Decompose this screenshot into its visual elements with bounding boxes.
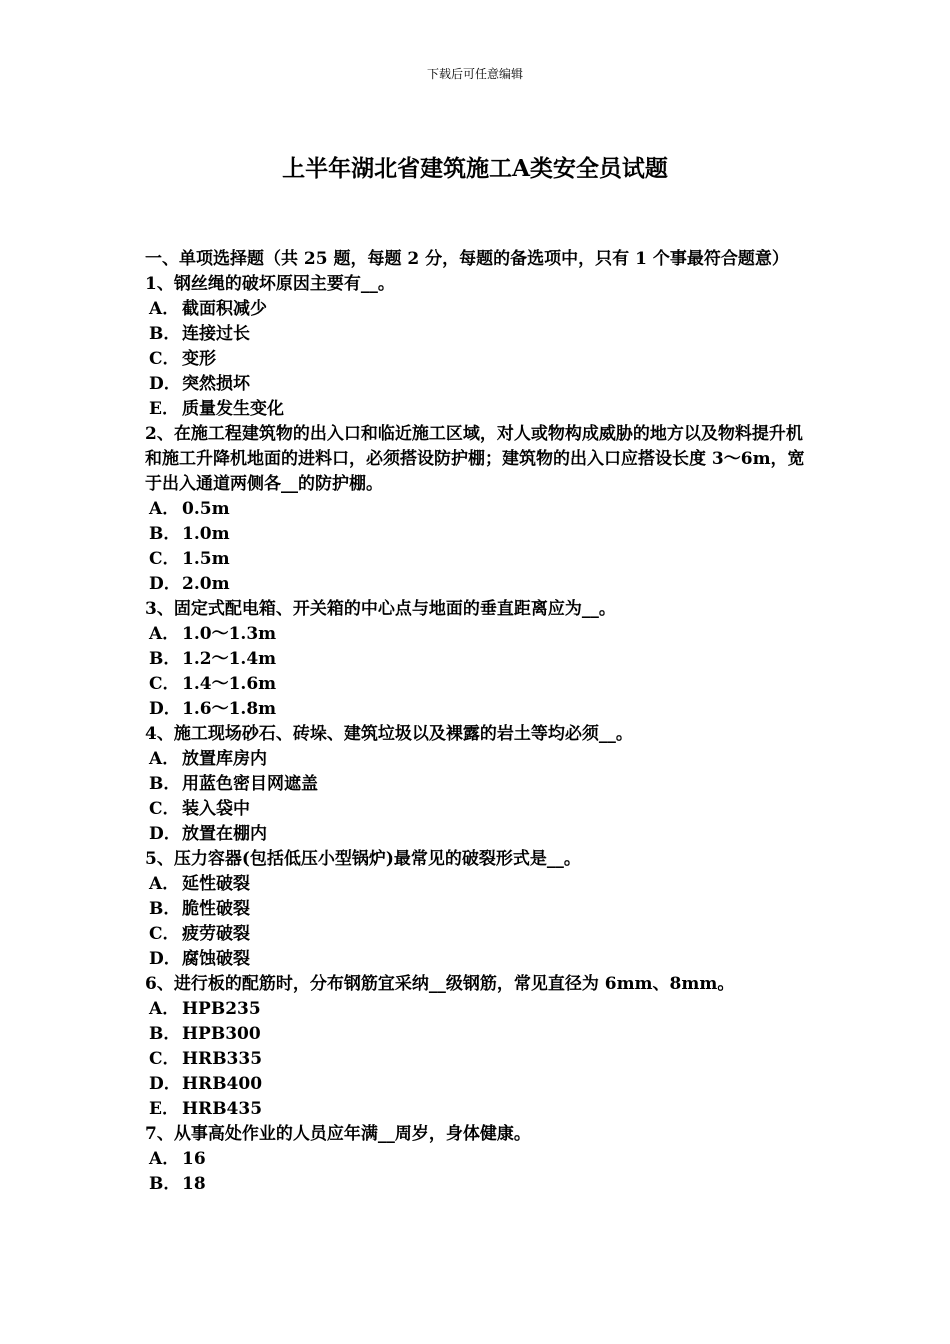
option-letter: B． xyxy=(149,524,181,544)
option-text: 突然损坏 xyxy=(182,374,250,394)
option-text: HRB435 xyxy=(182,1099,263,1119)
option-letter: C． xyxy=(149,799,180,819)
option xyxy=(145,397,810,422)
question-block xyxy=(145,422,810,597)
question-7-text: 7、从事高处作业的人员应年满__周岁，身体健康。 xyxy=(145,1124,531,1144)
option-letter: B． xyxy=(149,1174,181,1194)
option xyxy=(145,1172,810,1197)
option-text: 1.6～1.8m xyxy=(182,699,277,719)
document-title: 上半年湖北省建筑施工A类安全员试题 xyxy=(282,155,668,182)
option-letter: D． xyxy=(149,1074,181,1094)
option-letter: D． xyxy=(149,824,181,844)
option xyxy=(145,622,810,647)
option-text: 1.5m xyxy=(182,549,230,569)
option-letter: A． xyxy=(149,499,180,519)
option-text: 放置在棚内 xyxy=(182,824,267,844)
option xyxy=(145,897,810,922)
option-letter: B． xyxy=(149,899,181,919)
option xyxy=(145,647,810,672)
option-text: 16 xyxy=(182,1149,206,1169)
question-block xyxy=(145,972,810,1122)
option xyxy=(145,697,810,722)
option-letter: D． xyxy=(149,574,181,594)
option xyxy=(145,1022,810,1047)
option-text: 变形 xyxy=(182,349,216,369)
question-block xyxy=(145,597,810,722)
option-text: 质量发生变化 xyxy=(182,399,284,419)
page-header-note: 下载后可任意编辑 xyxy=(426,67,523,81)
option-letter: A． xyxy=(149,299,180,319)
option-letter: C． xyxy=(149,549,180,569)
option-letter: B． xyxy=(149,1024,181,1044)
option xyxy=(145,747,810,772)
document-body xyxy=(145,247,810,1197)
option-text: 18 xyxy=(182,1174,206,1194)
question-3-text: 3、固定式配电箱、开关箱的中心点与地面的垂直距离应为__。 xyxy=(145,599,616,619)
option xyxy=(145,947,810,972)
option-text: 放置库房内 xyxy=(182,749,267,769)
option-letter: A． xyxy=(149,874,180,894)
option-letter: A． xyxy=(149,999,180,1019)
option xyxy=(145,547,810,572)
option xyxy=(145,997,810,1022)
option-letter: B． xyxy=(149,324,181,344)
option-text: 1.0～1.3m xyxy=(182,624,277,644)
section-heading: 一、单项选择题（共 25 题，每题 2 分，每题的备选项中，只有 1 个事最符合题意） xyxy=(145,249,789,269)
option xyxy=(145,322,810,347)
question-block xyxy=(145,272,810,422)
question-2-text: 2、在施工程建筑物的出入口和临近施工区域，对人或物构成威胁的地方以及物料提升机和施工升降机地面的进料口，必须搭设防护棚；建筑物的出入口应搭设长度 3～6m，宽于出入通道两侧各__的防护棚。 xyxy=(145,424,805,494)
option-text: 用蓝色密目网遮盖 xyxy=(182,774,318,794)
question-4-text: 4、施工现场砂石、砖垛、建筑垃圾以及裸露的岩土等均必须__。 xyxy=(145,724,633,744)
option-letter: B． xyxy=(149,649,181,669)
question-block xyxy=(145,722,810,847)
option-text: 连接过长 xyxy=(182,324,250,344)
option-letter: B． xyxy=(149,774,181,794)
option xyxy=(145,1097,810,1122)
option-text: 1.2～1.4m xyxy=(182,649,277,669)
option-text: 装入袋中 xyxy=(182,799,250,819)
question-5-text: 5、压力容器(包括低压小型锅炉)最常见的破裂形式是__。 xyxy=(145,849,581,869)
option-letter: D． xyxy=(149,699,181,719)
option-letter: C． xyxy=(149,1049,180,1069)
option-text: 2.0m xyxy=(182,574,230,594)
option-letter: A． xyxy=(149,749,180,769)
question-6-text: 6、进行板的配筋时，分布钢筋宜采纳__级钢筋，常见直径为 6mm、8mm。 xyxy=(145,974,735,994)
option-letter: D． xyxy=(149,374,181,394)
option xyxy=(145,1147,810,1172)
option xyxy=(145,497,810,522)
option-letter: C． xyxy=(149,674,180,694)
option-text: 截面积减少 xyxy=(182,299,267,319)
option xyxy=(145,822,810,847)
option xyxy=(145,1072,810,1097)
option-text: 脆性破裂 xyxy=(182,899,250,919)
option xyxy=(145,572,810,597)
option xyxy=(145,672,810,697)
option-text: 1.0m xyxy=(182,524,230,544)
option-text: HRB400 xyxy=(182,1074,263,1094)
option xyxy=(145,347,810,372)
option-letter: E． xyxy=(149,399,179,419)
option xyxy=(145,372,810,397)
option xyxy=(145,1047,810,1072)
option-letter: A． xyxy=(149,624,180,644)
option-letter: E． xyxy=(149,1099,179,1119)
option xyxy=(145,797,810,822)
option xyxy=(145,297,810,322)
question-block xyxy=(145,1122,810,1197)
option-text: 腐蚀破裂 xyxy=(182,949,250,969)
option xyxy=(145,772,810,797)
option-text: HPB235 xyxy=(182,999,261,1019)
option-text: 0.5m xyxy=(182,499,230,519)
option-letter: C． xyxy=(149,349,180,369)
option-text: HPB300 xyxy=(182,1024,261,1044)
option-text: 疲劳破裂 xyxy=(182,924,250,944)
option xyxy=(145,522,810,547)
question-1-text: 1、钢丝绳的破坏原因主要有__。 xyxy=(145,274,395,294)
option-letter: C． xyxy=(149,924,180,944)
option-text: 1.4～1.6m xyxy=(182,674,277,694)
question-block xyxy=(145,847,810,972)
option-text: HRB335 xyxy=(182,1049,263,1069)
option xyxy=(145,872,810,897)
option-text: 延性破裂 xyxy=(182,874,250,894)
option-letter: D． xyxy=(149,949,181,969)
option xyxy=(145,922,810,947)
option-letter: A． xyxy=(149,1149,180,1169)
